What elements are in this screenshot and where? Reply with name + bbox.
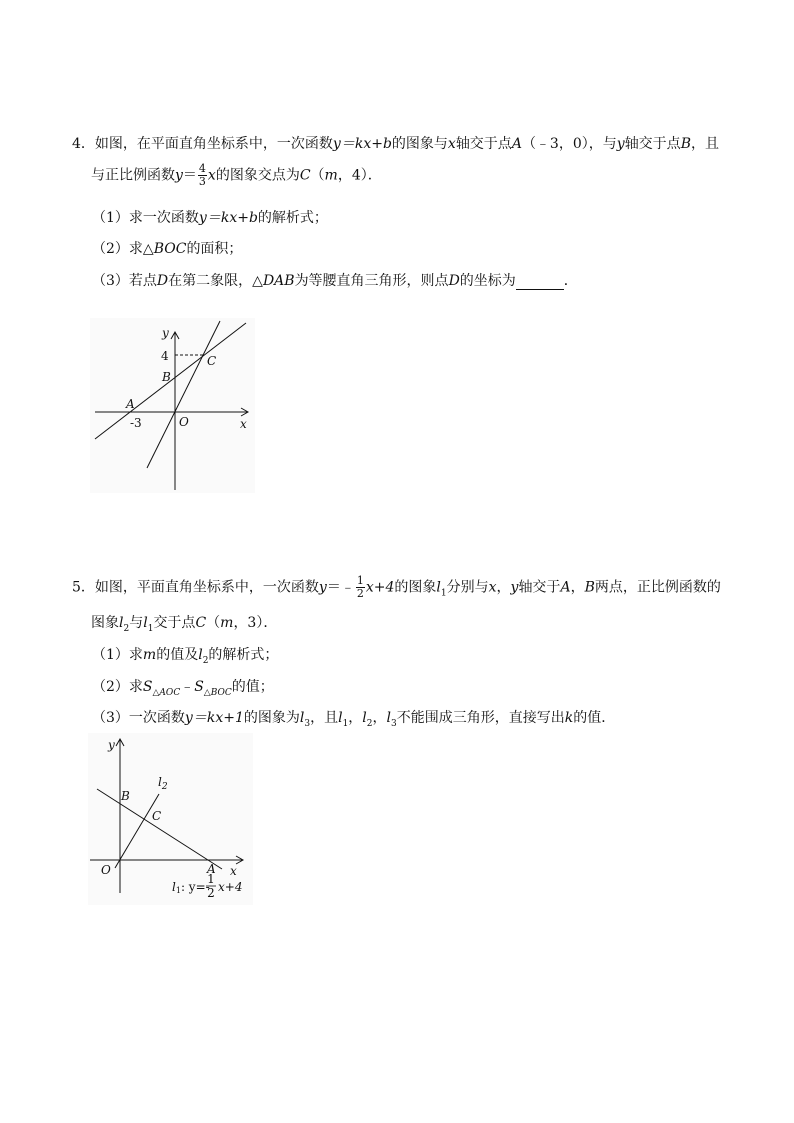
q4-part-1: （1）求一次函数y＝kx+b的解析式；	[92, 210, 328, 226]
label-b: B	[162, 370, 171, 384]
q5-figure	[88, 733, 253, 905]
label-a: A	[207, 862, 216, 876]
label-a: A	[126, 397, 135, 411]
label-o: O	[179, 415, 189, 429]
label-eq-den: 2	[207, 886, 215, 900]
q4-equation: y＝kx+b	[332, 136, 392, 152]
q4-part-3: （3）若点D在第二象限，△DAB为等腰直角三角形，则点D的坐标为 ．	[92, 273, 578, 289]
q5-part-3: （3）一次函数y＝kx+1的图象为$l_3$，且$l_1$，$l_2$，$l_3$不能围成三角形，直接写出k的值．	[92, 710, 616, 729]
label-x: x	[230, 864, 237, 878]
label-x: x	[240, 417, 247, 431]
label-y: y	[108, 738, 115, 752]
label-c: C	[152, 809, 162, 823]
q4-number: 4．	[72, 136, 95, 152]
label-eq-num: 1	[207, 872, 215, 886]
q4-figure	[90, 318, 255, 493]
answer-blank	[516, 275, 564, 290]
figure-background	[90, 318, 255, 493]
q5-line-1: 5．如图，平面直角坐标系中，一次函数y＝﹣ $\frac{1}{2}$ x+4的图象$l_1$分别与x，y轴交于A，B两点，正比例函数的	[72, 574, 721, 600]
label-o: O	[101, 863, 111, 877]
label-l1-equation: l1: y=-	[172, 880, 210, 895]
label-eq-tail: x+4	[218, 880, 243, 894]
q5-line-2: 图象$l_2$与$l_1$交于点C（m，3）．	[91, 615, 278, 634]
q5-part-1: （1）求m的值及$l_2$的解析式；	[92, 647, 279, 666]
q4-fraction: $\frac{4}{3}$	[198, 162, 206, 188]
label-b: B	[121, 789, 130, 803]
label-4: 4	[161, 349, 169, 363]
q5-part-2: （2）求$S_{\triangle AOC}﹣S_{\triangle BOC}$的值；	[92, 679, 274, 698]
q5-number: 5．	[72, 579, 95, 596]
label-c: C	[207, 354, 217, 368]
q4-part-2: （2）求△BOC的面积；	[92, 241, 243, 257]
label-y: y	[162, 326, 169, 340]
q4-line-1: 4．如图，在平面直角坐标系中，一次函数y＝kx+b的图象与x轴交于点A（﹣3，0），与y轴交于点B，且	[72, 136, 719, 152]
label-minus3: -3	[130, 416, 142, 430]
q5-fraction: $\frac{1}{2}$	[356, 574, 364, 600]
label-l2: $l_2$	[158, 775, 168, 792]
q4-line-2: 与正比例函数y＝ $\frac{4}{3}$ x的图象交点为C（m，4）．	[91, 162, 382, 188]
